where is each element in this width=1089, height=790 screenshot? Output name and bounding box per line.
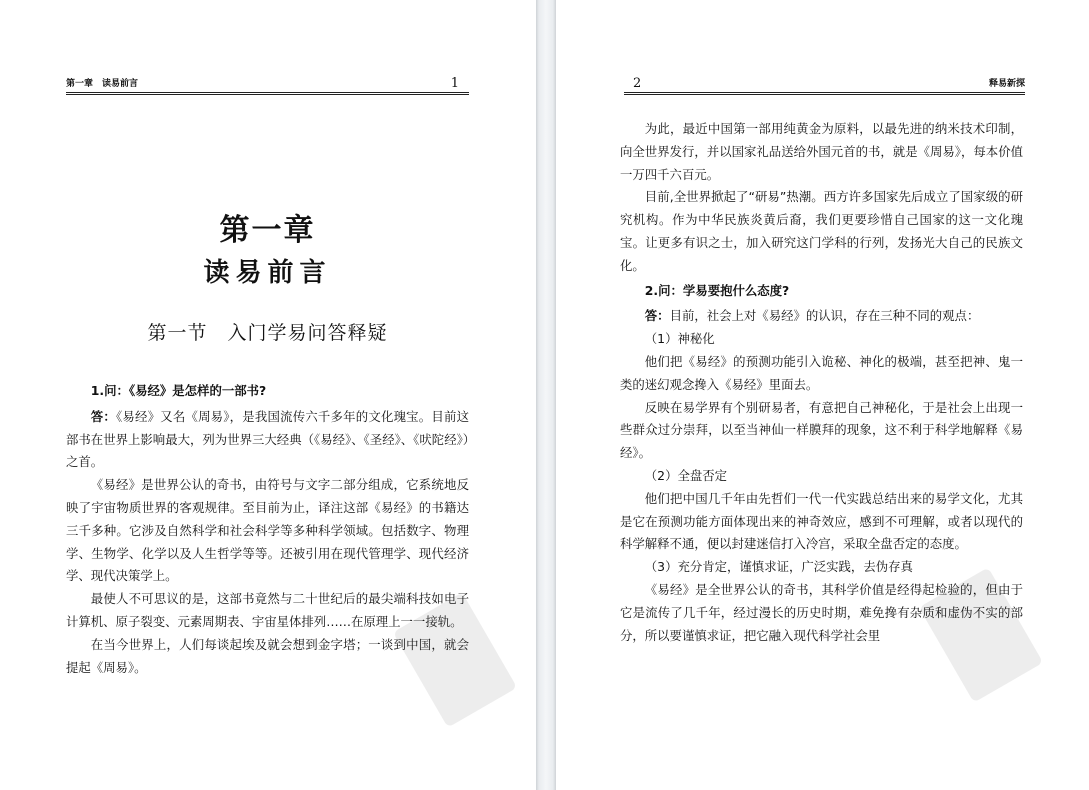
chapter-title: 读易前言 <box>203 258 332 288</box>
page-gutter-scrollbar[interactable] <box>538 0 554 790</box>
chapter-number: 第一章 <box>219 213 316 248</box>
item-heading: （3）充分肯定，谨慎求证，广泛实践，去伪存真 <box>644 559 913 575</box>
answer-lead: 答： <box>644 308 670 324</box>
question-heading: 1.问：《易经》是怎样的一部书? <box>90 383 267 398</box>
answer-lead: 答： <box>90 408 117 424</box>
paragraph: 他们把中国几千年由先哲们一代一代实践总结出来的易学文化，尤其是它在预测功能方面体现出来的神奇效应，感到不可理解，或者以现代的科学解释不通，便以封建迷信打入冷宫，采取全盘否定的态度。 <box>620 490 1023 552</box>
paragraph-text: 在当今世界上，人们每谈起埃及就会想到金字塔；一谈到中国，就会提起《周易》。 <box>66 636 469 675</box>
item-heading: （1）神秘化 <box>644 331 715 347</box>
left-page-header <box>66 72 469 95</box>
paragraph: 反映在易学界有个别研易者，有意把自己神秘化，于是社会上出现一些群众过分崇拜，以至当神仙一样膜拜的现象，这不利于科学地解释《易经》。 <box>620 399 1023 461</box>
paragraph-text: 目前，社会上对《易经》的认识，存在三种不同的观点： <box>669 308 980 324</box>
left-page <box>0 0 536 790</box>
paragraph <box>66 406 469 474</box>
paragraph: 《易经》是全世界公认的奇书，其科学价值是经得起检验的，但由于它是流传了几千年，经过漫长的历史时期，难免搀有杂质和虚伪不实的部分，所以要谨慎求证，把它融入现代科学社会里 <box>620 581 1023 643</box>
running-head: 第一章 读易前言 <box>66 79 139 89</box>
paragraph-text: 最使人不可思议的是，这部书竟然与二十世纪后的最尖端科技如电子计算机、原子裂变、元素周期表、宇宙星体排列……在原理上一一接轨。 <box>66 591 469 629</box>
paragraph <box>66 474 469 588</box>
section-title: 第一节 入门学易问答释疑 <box>147 322 388 344</box>
page-number: 1 <box>450 76 459 91</box>
question-heading: 2.问：学易要抱什么态度? <box>644 282 790 298</box>
paragraph: 他们把《易经》的预测功能引入诡秘、神化的极端，甚至把神、鬼一类的迷幻观念搀入《易经》里面去。 <box>620 353 1023 392</box>
right-page-header <box>624 72 1025 95</box>
paragraph: 目前,全世界掀起了“研易”热潮。西方许多国家先后成立了国家级的研究机构。作为中华民族炎黄后裔，我们更要珍惜自己国家的这一文化瑰宝。让更多有识之士，加入研究这门学科的行列，发扬光大自己的民族文化。 <box>620 189 1023 273</box>
paragraph-text: 《易经》是世界公认的奇书，由符号与文字二部分组成，它系统地反映了宇宙物质世界的客观规律。至目前为止，译注这部《易经》的书籍达三千多种。它涉及自然科学和社会科学等多种科学领域。包括数字、物理学、生物学、化学以及人生哲学等等。还被引用在现代管理学、现代经济学、现代决策学上。 <box>66 477 469 584</box>
item-heading: （2）全盘否定 <box>644 467 728 483</box>
page-number: 2 <box>633 76 642 91</box>
running-head: 释易新探 <box>988 79 1025 89</box>
paragraph <box>620 305 1023 328</box>
paragraph: 为此，最近中国第一部用纯黄金为原料，以最先进的纳米技术印制，向全世界发行，并以国家礼品送给外国元首的书，就是《周易》，每本价值一万四千六百元。 <box>620 121 1023 182</box>
paragraph-text: 《易经》又名《周易》，是我国流传六千多年的文化瑰宝。目前这部书在世界上影响最大，列为世界三大经典（《易经》、《圣经》、《吠陀经》）之首。 <box>66 408 469 470</box>
right-body-text <box>620 118 1023 647</box>
